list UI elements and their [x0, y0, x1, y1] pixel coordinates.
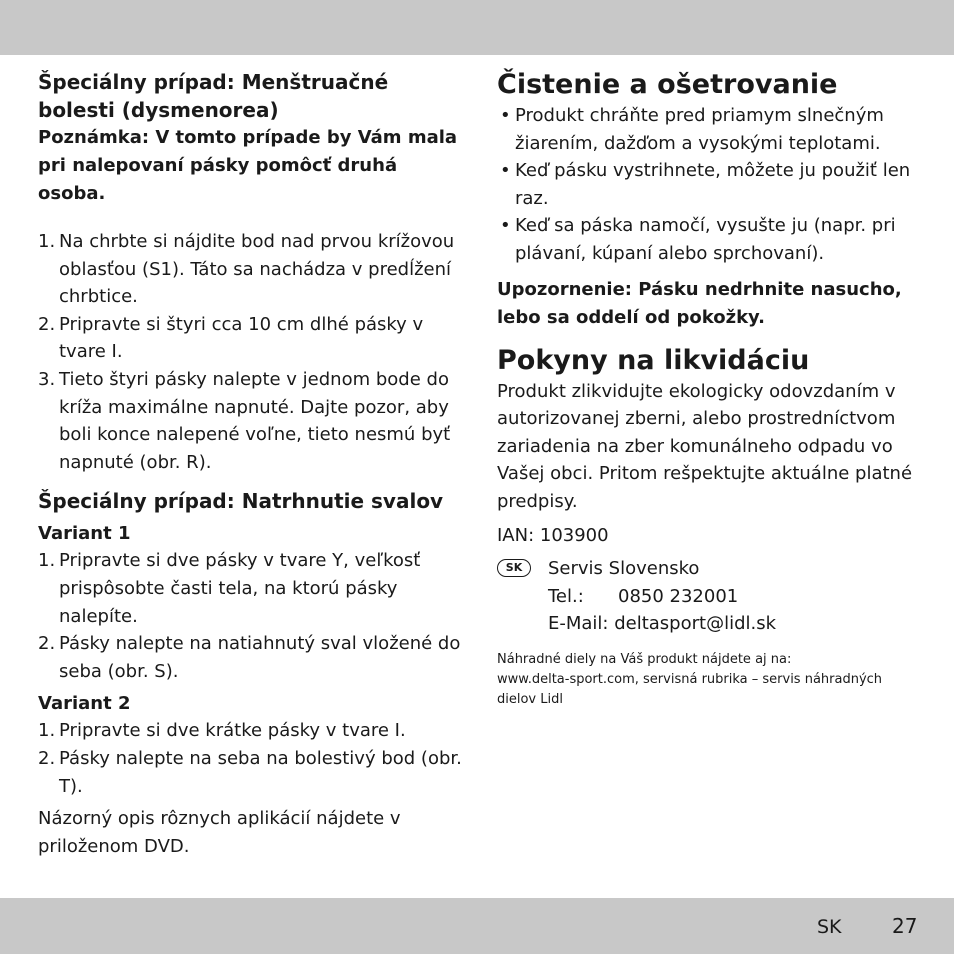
dvd-note: Názorný opis rôznych aplikácií nájdete v priloženom DVD. [38, 808, 401, 857]
list-item: 2. Pásky nalepte na seba na bolestivý bod (obr. T). [38, 747, 462, 797]
list-item: 1. Pripravte si dve krátke pásky v tvare I. [38, 720, 406, 742]
bullet-icon: • [500, 105, 511, 126]
warning-text: Upozornenie: Pásku nedrhnite nasucho, lebo sa oddelí od pokožky. [497, 278, 902, 328]
variant-1-steps [38, 547, 463, 685]
list-item: 2. Pripravte si štyri cca 10 cm dlhé pásky v tvare I. [38, 313, 424, 363]
spare-parts-line-2: www.delta-sport.com, servisná rubrika – servis náhradných dielov Lidl [497, 671, 883, 707]
header-band [0, 0, 954, 55]
list-item: 3. Tieto štyri pásky nalepte v jednom bode do kríža maximálne napnuté. Dajte pozor, aby boli konce nalepené voľne, tieto nesmú byť napnuté (obr. R). [38, 368, 451, 473]
page-number: 27 [892, 914, 918, 938]
service-name: Servis Slovensko [548, 558, 700, 580]
service-phone [548, 583, 917, 611]
list-item: • Keď pásku vystrihnete, môžete ju použiť len raz. [497, 157, 917, 212]
disposal-title: Pokyny na likvidáciu [497, 344, 810, 376]
footer-language: SK [817, 916, 842, 938]
bullet-icon: • [500, 215, 511, 237]
special-case-1-note: Poznámka: V tomto prípade by Vám mala pri nalepovaní pásky pomôcť druhá osoba. [38, 127, 458, 204]
list-item: • Produkt chráňte pred priamym slnečným žiarením, dažďom a vysokými teplotami. [497, 102, 917, 157]
ian-number: IAN: 103900 [497, 524, 609, 546]
disposal-text: Produkt zlikvidujte ekologicky odovzdaním v autorizovanej zberni, alebo prostredníctvom zariadenia na zber komunálneho odpadu vo Vašej obci. Pritom rešpektujte aktuálne platné predpisy. [497, 380, 913, 512]
variant-1-title: Variant 1 [38, 523, 131, 545]
list-item: 1. Pripravte si dve pásky v tvare Y, veľkosť prispôsobte časti tela, na ktorú pásky nalepíte. [38, 550, 421, 627]
variant-2-steps [38, 717, 463, 800]
service-email: E-Mail: deltasport@lidl.sk [548, 613, 777, 635]
list-item: 2. Pásky nalepte na natiahnutý sval vložené do seba (obr. S). [38, 633, 461, 682]
care-title: Čistenie a ošetrovanie [497, 69, 838, 100]
care-list [497, 102, 917, 268]
special-case-1-title: Špeciálny prípad: Menštruačné bolesti (dysmenorea) [38, 70, 389, 122]
variant-2-title: Variant 2 [38, 693, 131, 715]
spare-parts-line-1: Náhradné diely na Váš produkt nájdete aj na: [497, 651, 792, 667]
footer-band [0, 898, 954, 954]
list-item: • Keď sa páska namočí, vysušte ju (napr. pri plávaní, kúpaní alebo sprchovaní). [497, 212, 917, 267]
right-column [497, 68, 917, 710]
phone-value: 0850 232001 [618, 585, 739, 607]
special-case-2-title: Špeciálny prípad: Natrhnutie svalov [38, 489, 444, 514]
phone-label: Tel.: [548, 585, 584, 607]
left-column [38, 68, 463, 860]
bullet-icon: • [500, 160, 511, 182]
special-case-1-steps [38, 228, 463, 476]
country-badge: SK [497, 559, 531, 577]
service-block [497, 555, 917, 638]
list-item: 1. Na chrbte si nájdite bod nad prvou krížovou oblasťou (S1). Táto sa nachádza v predĺžení chrbtice. [38, 231, 455, 308]
